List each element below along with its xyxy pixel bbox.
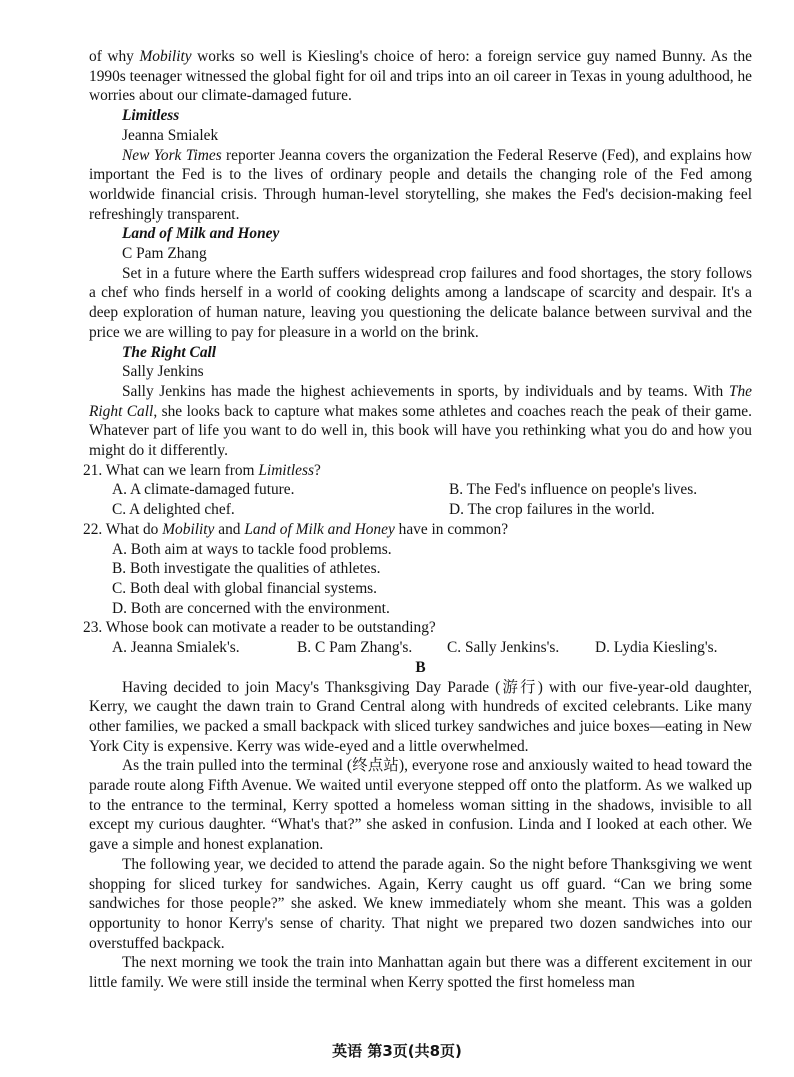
question-22-stem [83,520,752,540]
q21-stem-a: 21. What can we learn from [83,461,259,479]
intro-text-b: works so well is Kiesling's choice of hero: a foreign service guy named Bunny. As the 1990s teenager witnessed the global fight for oil and trips into an oil career in Texas in young adulthood, he worries about our climate-damaged future. [89,48,752,105]
passage-b-paragraph-2: As the train pulled into the terminal (终点站), everyone rose and anxiously waited to head toward the parade route along Fifth Avenue. We waited until everyone stepped off onto the platform. As we walked up to the entrance to the terminal, Kerry spotted a homeless woman sitting in the shadows, invisible to all except my curious daughter. “What's that?” she asked in confusion. Linda and I looked at each other. We gave a simple and honest explanation. [89,757,752,854]
book-title-limitless: Limitless [122,107,180,125]
section-b-heading: B [415,658,426,676]
newspaper-name: New York Times [122,146,222,164]
question-23-stem: 23. Whose book can motivate a reader to be outstanding? [83,619,436,637]
q21-option-a[interactable]: A. A climate-damaged future. [112,481,295,499]
passage-b-paragraph-3: The following year, we decided to attend the parade again. So the night before Thanksgiving we went shopping for sliced turkey for sandwiches. Again, Kerry caught us off guard. “Can we bring some sandwiches for those people?” she asked. We knew immediately whom she meant. This was a golden opportunity to honor Kerry's sense of charity. That night we prepared two dozen sandwiches into our overstuffed backpack. [89,855,752,952]
q22-stem-a: 22. What do [83,520,163,538]
q21-option-d[interactable]: D. The crop failures in the world. [449,501,655,519]
q22-option-c[interactable]: C. Both deal with global financial systems. [112,579,378,597]
book-desc-land: Set in a future where the Earth suffers widespread crop failures and food shortages, the story follows a chef who finds herself in a world of cooking delights among a landscape of scarcity and despair. It's a deep exploration of human nature, leaving you questioning the delicate balance between survival and the price we are willing to pay for pleasure in a world on the brink. [89,264,752,341]
q22-stem-b: and [214,520,245,538]
book-desc-text-a: Sally Jenkins has made the highest achievements in sports, by individuals and by teams. With [122,382,729,400]
intro-book-title: Mobility [139,48,192,65]
q21-option-b[interactable]: B. The Fed's influence on people's lives. [449,481,698,499]
q22-option-d[interactable]: D. Both are concerned with the environment. [112,599,390,617]
intro-paragraph [89,47,752,106]
book-desc-limitless [89,146,752,225]
passage-b-paragraph-1: Having decided to join Macy's Thanksgiving Day Parade (游行) with our five-year-old daughter, Kerry, we caught the dawn train to Grand Central along with hundreds of excited celebrants. Like many other families, we packed a small backpack with sliced turkey sandwiches and juice boxes—eating in New York City is expensive. Kerry was wide-eyed and a little overwhelmed. [89,678,752,755]
q21-stem-b: ? [313,461,321,479]
q23-option-d[interactable]: D. Lydia Kiesling's. [595,639,718,657]
book-desc-text: reporter Jeanna covers the organization the Federal Reserve (Fed), and explains how important the Fed is to the lives of ordinary people and details the changing role of the Fed among worldwide financial crisis. Through human-level storytelling, she makes the Fed's decision-making feel refreshingly transparent. [89,146,753,223]
q22-option-b[interactable]: B. Both investigate the qualities of athletes. [112,560,381,578]
q23-option-a[interactable]: A. Jeanna Smialek's. [112,639,240,657]
book-author-right-call: Sally Jenkins [122,363,204,381]
question-23-options [89,638,752,658]
q21-stem-title: Limitless [258,461,314,479]
book-desc-right-call [89,382,752,461]
q22-stem-title-1: Mobility [162,520,215,538]
q22-stem-title-2: Land of Milk and Honey [244,520,395,538]
question-21-options-row-2 [89,500,752,520]
question-21-stem [83,461,752,481]
q23-option-c[interactable]: C. Sally Jenkins's. [447,639,560,657]
book-title-land: Land of Milk and Honey [122,225,280,243]
page-footer: 英语 第3页(共8页) [332,1042,462,1060]
question-21-options-row-1 [89,480,752,500]
book-author-land: C Pam Zhang [122,245,207,263]
intro-text-a: of why [89,48,140,65]
q22-option-a[interactable]: A. Both aim at ways to tackle food problems. [112,540,392,558]
book-desc-text-b: , she looks back to capture what makes some athletes and coaches reach the peak of their game. Whatever part of life you want to do well in, this book will have you rethinking what you do and how you might do it differently. [89,402,752,460]
book-author-limitless: Jeanna Smialek [122,126,219,144]
q22-stem-c: have in common? [394,520,509,538]
book-title-right-call: The Right Call [122,343,217,361]
passage-b-paragraph-4: The next morning we took the train into Manhattan again but there was a different excitement in our little family. We were still inside the terminal when Kerry spotted the first homeless man [89,954,752,992]
q21-option-c[interactable]: C. A delighted chef. [112,501,235,519]
book-desc-title: The Right Call [89,382,752,420]
q23-option-b[interactable]: B. C Pam Zhang's. [297,639,413,657]
